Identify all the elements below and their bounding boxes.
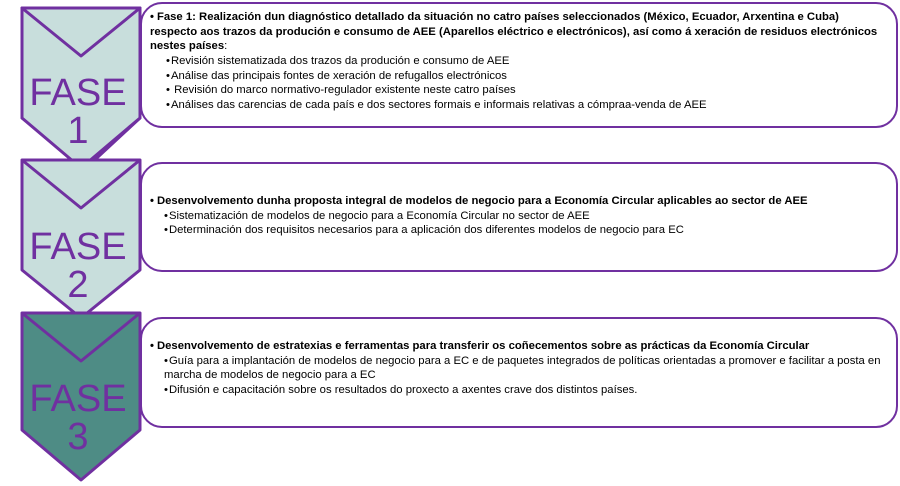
list-item: •Análises das carencias de cada país e dos sectores formais e informais relativas a cómpraa-venda de AEE (166, 99, 707, 112)
list-item: •Sistematización de modelos de negocio para a Economía Circular no sector de AEE (164, 209, 590, 222)
phase-1-items (150, 54, 886, 113)
phase-1-title-text: Fase 1: Realización dun diagnóstico detallado da situación no catro países seleccionados (México, Ecuador, Arxentina e Cuba) respecto aos trazos da produción e consumo de AEE (Aparellos eléctrico e electrónicos), así como á xeración de residuos electrónicos nestes países (150, 11, 878, 53)
phase-3-title: • Desenvolvemento de estratexias e ferramentas para transferir os coñecementos sobre as prácticas da Economía Circular (150, 340, 810, 352)
phase-3-items (150, 354, 886, 398)
phase-1-label: FASE 1 (29, 72, 127, 152)
phase-3-label: FASE 3 (29, 378, 127, 458)
list-item-text: Análise das principais fontes de xeración de refugallos electrónicos (170, 69, 507, 82)
list-item-text: Análises das carencias de cada país e dos sectores formais e informais relativas a cómpraa-venda de AEE (170, 99, 707, 112)
phase-2-title-text: Desenvolvemento dunha proposta integral de modelos de negocio para a Economía Circular aplicables ao sector de AEE (156, 195, 808, 207)
list-item: •Revisión sistematizada dos trazos da produción e consumo de AEE (166, 55, 510, 68)
phase-2-items (150, 209, 886, 238)
list-item-text: Revisión do marco normativo-regulador existente neste catro países (170, 84, 516, 97)
phase-2-box (140, 162, 898, 272)
list-item-text: Sistematización de modelos de negocio para a Economía Circular no sector de AEE (168, 209, 590, 222)
phase-3-box (140, 317, 898, 428)
list-item: •Análise das principais fontes de xeración de refugallos electrónicos (166, 69, 507, 82)
list-item-text: Determinación dos requisitos necesarios para a aplicación dos diferentes modelos de negocio para EC (168, 224, 684, 237)
phase-3-title-text: Desenvolvemento de estratexias e ferramentas para transferir os coñecementos sobre as prácticas da Economía Circular (156, 340, 810, 352)
list-item: •Difusión e capacitación sobre os resultados do proxecto a axentes crave dos distintos países. (164, 384, 638, 397)
phase-2-title: • Desenvolvemento dunha proposta integral de modelos de negocio para a Economía Circular aplicables ao sector de AEE (150, 195, 808, 207)
phase-1-box (140, 2, 898, 128)
phase-2-label: FASE 2 (29, 226, 127, 306)
list-item: • Revisión do marco normativo-regulador existente neste catro países (166, 84, 516, 97)
phase-1-title: • Fase 1: Realización dun diagnóstico detallado da situación no catro países seleccionados (México, Ecuador, Arxentina e Cuba) respecto aos trazos da produción e consumo de AEE (Aparellos eléctrico e electrónicos), así como á xeración de residuos electrónicos nestes países: (150, 11, 878, 53)
list-item-text: Guía para a implantación de modelos de negocio para a EC e de paquetes integrados de políticas orientadas a promover e facilitar a posta en marcha de modelos de negocio para a EC (164, 354, 881, 382)
phase-1-title-suffix: : (224, 40, 228, 53)
list-item: •Determinación dos requisitos necesarios para a aplicación dos diferentes modelos de negocio para EC (164, 224, 684, 237)
list-item-text: Revisión sistematizada dos trazos da produción e consumo de AEE (170, 55, 510, 68)
list-item-text: Difusión e capacitación sobre os resultados do proxecto a axentes crave dos distintos países. (168, 384, 638, 397)
list-item: •Guía para a implantación de modelos de negocio para a EC e de paquetes integrados de políticas orientadas a promover e facilitar a posta en marcha de modelos de negocio para a EC (164, 354, 881, 382)
